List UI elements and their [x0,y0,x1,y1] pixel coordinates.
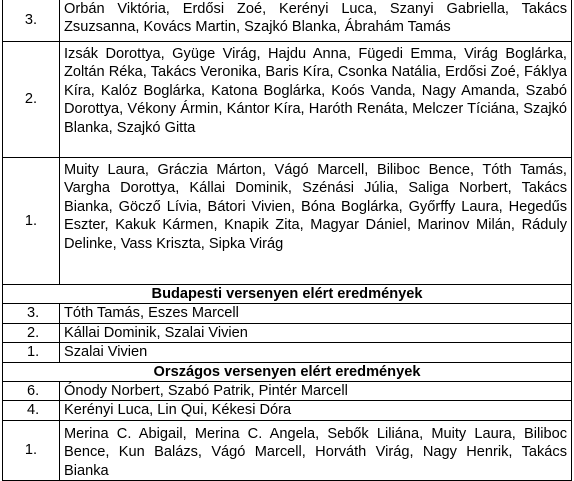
national-section-heading: Országos versenyen elért eredmények [3,362,572,381]
section-header-row [3,285,572,304]
rank-cell: 3. [3,0,60,42]
results-table [2,0,572,481]
table-row [3,401,572,420]
rank-cell: 6. [3,382,60,401]
rank-cell: 4. [3,401,60,420]
table-row [3,420,572,480]
names-cell: Tóth Tamás, Eszes Marcell [60,304,572,323]
rank-cell: 1. [3,343,60,362]
rank-cell: 2. [3,323,60,342]
table-row [3,343,572,362]
rank-cell: 3. [3,304,60,323]
table-row [3,382,572,401]
names-cell: Kerényi Luca, Lin Qui, Kékesi Dóra [60,401,572,420]
names-cell: Muity Laura, Gráczia Márton, Vágó Marcell, Biliboc Bence, Tóth Tamás, Vargha Dorottya, Kállai Dominik, Szénási Júlia, Saliga Norbert, Takács Bianka, Göcző Lívia, Bátori Vivien, Bóna Boglárka, Győrffy Laura, Hegedűs Eszter, Kakuk Kármen, Knapik Zita, Magyar Dániel, Marinov Milán, Ráduly Delinke, Vass Kriszta, Sipka Virág [60,158,572,285]
names-cell: Merina C. Abigail, Merina C. Angela, Sebők Liliána, Muity Laura, Biliboc Bence, Kun Balázs, Vágó Marcell, Horváth Virág, Nagy Henrik, Takács Bianka [60,420,572,480]
names-cell: Izsák Dorottya, Gyüge Virág, Hajdu Anna, Fügedi Emma, Virág Boglárka, Zoltán Réka, Takács Veronika, Baris Kíra, Csonka Natália, Erdősi Zoé, Fáklya Kíra, Kalóz Boglárka, Katona Boglárka, Koós Vanda, Nagy Amanda, Szabó Dorottya, Vékony Ármin, Kántor Kíra, Haróth Renáta, Melczer Tíciána, Szajkó Blanka, Szajkó Gitta [60,42,572,158]
table-row [3,323,572,342]
rank-cell: 2. [3,42,60,158]
rank-cell: 1. [3,158,60,285]
names-cell: Ónody Norbert, Szabó Patrik, Pintér Marcell [60,382,572,401]
table-row [3,0,572,42]
rank-cell: 1. [3,420,60,480]
table-row [3,42,572,158]
table-row [3,158,572,285]
budapest-section-heading: Budapesti versenyen elért eredmények [3,285,572,304]
section-header-row [3,362,572,381]
names-cell: Orbán Viktória, Erdősi Zoé, Kerényi Luca, Szanyi Gabriella, Takács Zsuzsanna, Kovács Martin, Szajkó Blanka, Ábrahám Tamás [60,0,572,42]
names-cell: Szalai Vivien [60,343,572,362]
table-row [3,304,572,323]
names-cell: Kállai Dominik, Szalai Vivien [60,323,572,342]
